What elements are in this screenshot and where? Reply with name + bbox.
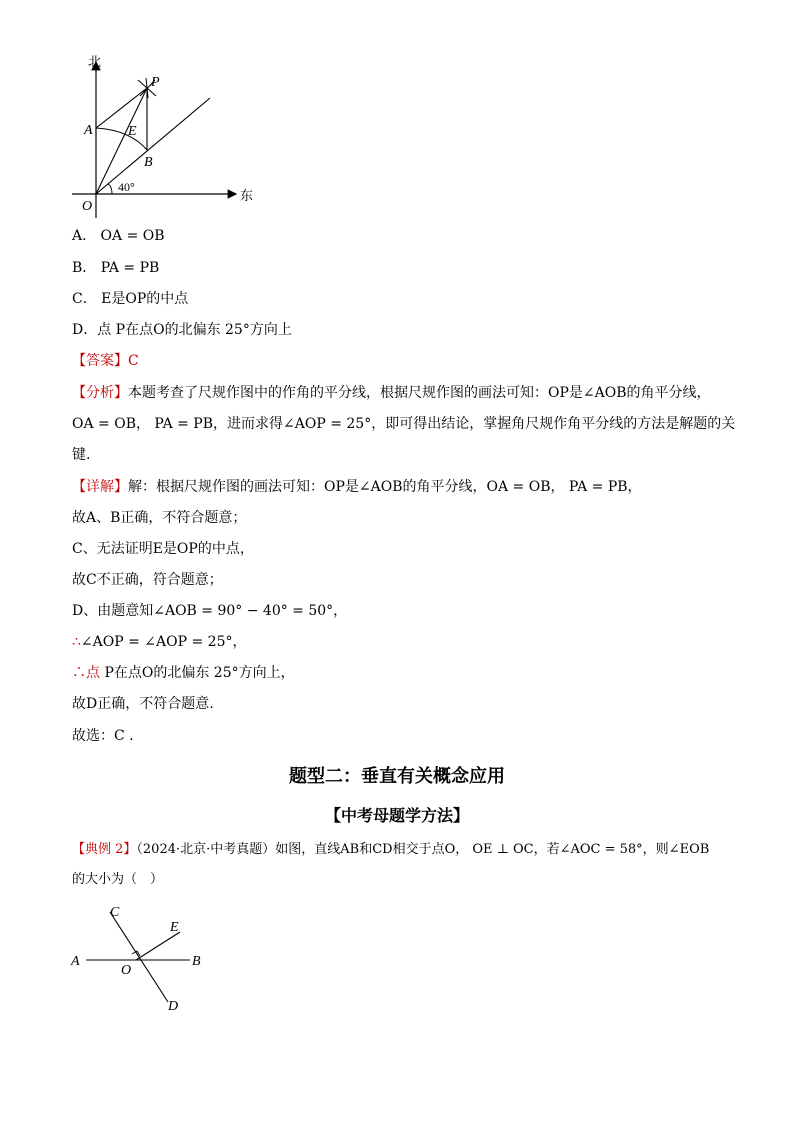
analysis-line-1 [72,383,711,403]
answer-line [72,351,139,371]
figure-angle-bisector [60,50,270,225]
analysis-tag: 【分析】 [72,385,128,401]
detail-text-7: P在点O的北偏东 25°方向上， [100,665,295,681]
detail-line-3: C、无法证明E是OP的中点， [72,541,254,557]
detail-line-7 [72,663,295,683]
analysis-line-3: 键. [72,447,91,463]
option-a: A． OA = OB [72,228,165,244]
therefore-symbol: ∴ [72,634,81,650]
label2-b: B [192,954,201,969]
figure-intersecting-lines [66,900,216,1015]
angle-arc [108,184,112,194]
section-title: 题型二：垂直有关概念应用 [289,766,505,787]
example-line-2: 的大小为（ ） [72,872,164,887]
detail-text-1: 解：根据尺规作图的画法可知：OP是∠AOB的角平分线，OA = OB， PA = PB， [128,479,642,495]
analysis-line-2: OA = OB， PA = PB，进而求得∠AOP = 25°，即可得出结论，掌握角尺规作角平分线的方法是解题的关 [72,416,736,432]
ray-oe [136,932,180,960]
example-line-1 [72,840,709,860]
label2-c: C [110,905,120,920]
detail-line-5: D、由题意知∠AOB = 90° − 40° = 50°， [72,603,348,619]
answer-tag: 【答案】 [72,353,128,369]
label-o: O [82,199,93,214]
detail-line-8: 故D正确，不符合题意. [72,696,214,712]
ray-ob [96,98,210,194]
subsection-title: 【中考母题学方法】 [324,806,469,825]
example-text-1: （2024·北京·中考真题）如图，直线AB和CD相交于点O， OE ⊥ OC，若∠AOC = 58°，则∠EOB [136,842,710,857]
answer-value: C [128,353,139,369]
analysis-text-1: 本题考查了尺规作图中的作角的平分线，根据尺规作图的画法可知：OP是∠AOB的角平分线， [128,385,711,401]
segment-op [96,88,147,194]
segment-ap [96,88,147,128]
label-e: E [128,124,137,139]
label-angle: 40° [118,180,135,194]
detail-tag: 【详解】 [72,479,128,495]
label-a: A [84,123,93,138]
label-east: 东 [240,189,254,204]
detail-line-1 [72,477,642,497]
option-c: C． E是OP的中点 [72,291,189,307]
detail-text-6: ∠AOP = ∠AOP = 25°， [80,634,247,650]
line-cd [110,912,168,1002]
option-b: B． PA = PB [72,260,160,276]
arc-ab [96,128,147,150]
label-b: B [144,155,153,170]
detail-line-2: 故A、B正确，不符合题意； [72,510,247,526]
label2-e: E [170,920,179,935]
label2-a: A [71,954,80,969]
detail-line-6 [72,632,246,652]
right-angle-mark [132,951,140,956]
label2-d: D [168,999,179,1014]
option-d: D．点 P在点O的北偏东 25°方向上 [72,322,292,338]
label-north: 北 [88,55,102,70]
therefore-point: ∴点 [72,665,100,681]
example-tag: 【典例 2】 [72,842,137,857]
detail-line-9: 故选：C . [72,728,134,744]
label-p: P [151,75,160,90]
detail-line-4: 故C不正确，符合题意； [72,572,223,588]
label2-o: O [121,963,132,978]
